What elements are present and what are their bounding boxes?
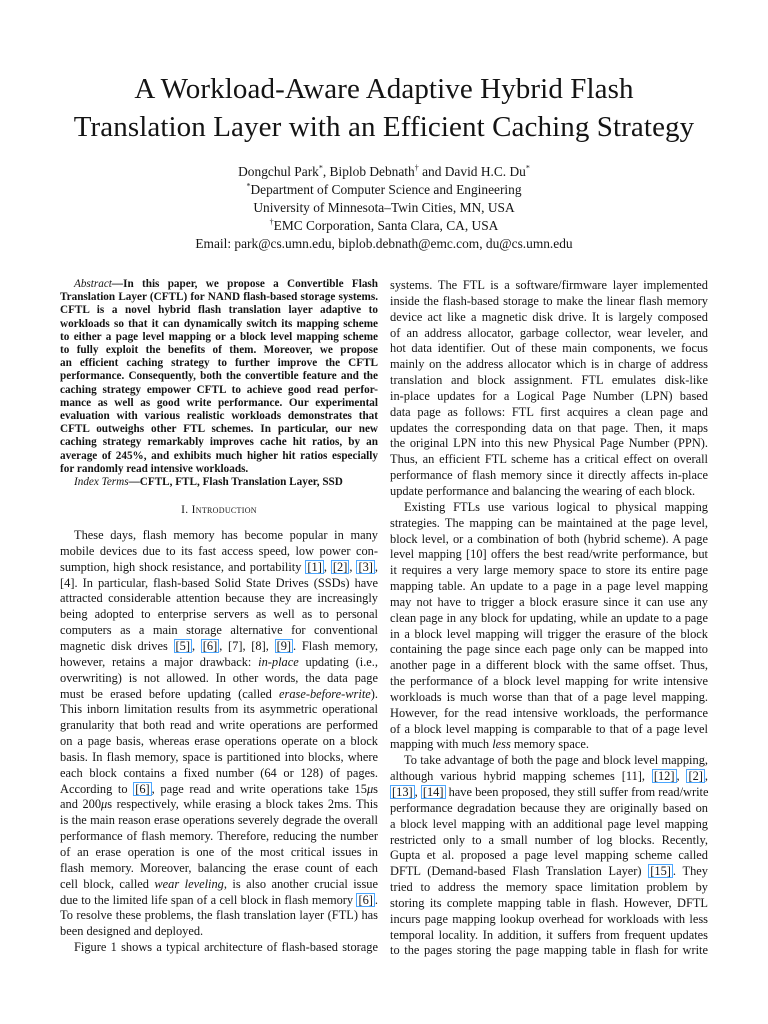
body-line: of an erase operation is one of the most critical issues in bbox=[60, 844, 378, 859]
body-text: , page read and write operations take 15 bbox=[151, 781, 367, 796]
body-line: [13] , [14] have been proposed, they still suffer from read/write bbox=[392, 785, 709, 799]
body-text: magnetic disk drives bbox=[60, 639, 174, 653]
right-column bbox=[390, 278, 708, 959]
body-text: mapping with much bbox=[390, 737, 493, 752]
body-text: although various hybrid mapping schemes [11], bbox=[390, 769, 652, 784]
body-line bbox=[390, 737, 708, 753]
body-line: performance of flash memory. Therefore, reducing the number bbox=[60, 829, 378, 844]
citation-link[interactable]: [12] bbox=[653, 769, 675, 784]
body-line: on a page basis, whereas erase operations operate on a block bbox=[60, 734, 378, 749]
body-line bbox=[60, 877, 378, 893]
body-line bbox=[60, 655, 378, 671]
citation-link[interactable]: [2] bbox=[688, 769, 703, 784]
affiliation-mark: * bbox=[318, 163, 323, 173]
body-line: Thus, an efficient FTL scheme has a critical effect on overall bbox=[390, 452, 708, 467]
body-text: , is also another crucial issue bbox=[223, 876, 378, 891]
index-terms bbox=[60, 476, 378, 489]
body-text: sumption, high shock resistance, and portability bbox=[60, 559, 306, 574]
abstract-line: workloads so that it can dynamically switch its mapping scheme bbox=[60, 317, 378, 330]
body-line: performance degradation because they are originally based on bbox=[390, 800, 708, 815]
body-line: overwriting) is not allowed. In other words, the data page bbox=[60, 670, 378, 685]
author-name: , Biplob Debnath bbox=[322, 164, 415, 179]
title-line-1: A Workload-Aware Adaptive Hybrid Flash bbox=[134, 73, 634, 105]
body-line: mainly on the address allocator which is in charge of address bbox=[390, 357, 708, 372]
body-text: . bbox=[374, 892, 378, 907]
body-text: due to the limited life span of a cell block in flash memory bbox=[60, 892, 357, 907]
body-line bbox=[60, 782, 378, 798]
body-line: translation and block assignment. FTL emulates disk-like bbox=[390, 373, 708, 388]
citation-link[interactable]: [5] bbox=[175, 639, 190, 653]
body-line: granularity that both read and write operations are performed bbox=[60, 718, 378, 733]
body-line: tried to address the memory space limitation problem by bbox=[390, 880, 708, 895]
abstract-line: performance. Consequently, both the convertible feature and the bbox=[60, 370, 378, 383]
body-line: in a block level mapping will trigger the erasure of the block bbox=[390, 626, 708, 641]
body-line: [4]. In particular, flash-based Solid State Drives (SSDs) have bbox=[60, 575, 378, 590]
body-line: each block contains a fixed number (64 or 128) of pages. bbox=[60, 765, 378, 780]
body-line bbox=[60, 687, 378, 703]
body-line: in-place updates for a Logical Page Number (LPN) based bbox=[390, 388, 708, 403]
abstract-line: to fully exploit the benefits of them. Moreover, we propose bbox=[60, 344, 378, 357]
body-line: computers as a main storage alternative for conventional bbox=[60, 623, 378, 638]
body-line: mapping table. An update to a page in a page level mapping bbox=[390, 579, 708, 594]
abstract-label bbox=[74, 278, 123, 290]
body-line: magnetic disk drives [5] , [6] , [7], [8], [9] . Flash memory, bbox=[60, 639, 378, 653]
intro-paragraph-2-cont bbox=[390, 278, 708, 500]
body-line: another page in a different block with the same offset. Thus, bbox=[390, 658, 708, 673]
citation-link[interactable]: [14] bbox=[422, 785, 444, 799]
index-terms-label: Index Terms bbox=[74, 476, 129, 489]
citation-link[interactable]: [13] bbox=[392, 785, 413, 799]
intro-paragraph-3 bbox=[390, 500, 708, 754]
body-line: systems. The FTL is a software/firmware layer implemented bbox=[390, 278, 708, 292]
emphasis-text: wear leveling bbox=[154, 876, 224, 891]
body-line: being adopted to enterprise servers as well as to personal bbox=[60, 607, 378, 622]
citation-link[interactable]: [6] bbox=[358, 892, 373, 907]
body-line: These days, flash memory has become popular in many bbox=[74, 528, 378, 543]
emphasis-text: less bbox=[492, 737, 511, 752]
section-heading-introduction bbox=[60, 503, 378, 519]
section-title: Introduction bbox=[191, 504, 257, 517]
affiliation-mark: * bbox=[246, 181, 251, 191]
abstract-line: caching strategy remarkably improves cache hit ratios, by an bbox=[60, 436, 378, 449]
abstract-line: average of 245%, and exhibits much higher hit ratios especially bbox=[60, 449, 378, 462]
body-line: update performance and balancing the wearing of each block. bbox=[390, 483, 696, 498]
body-line bbox=[390, 864, 708, 880]
affiliation-mark: † bbox=[269, 217, 274, 227]
body-line: storing its complete mapping table in flash. However, DFTL bbox=[390, 895, 708, 910]
body-line: been designed and deployed. bbox=[60, 924, 204, 939]
body-text: memory space. bbox=[510, 737, 589, 752]
abstract-line: CFTL is a novel hybrid flash translation layer adaptive to bbox=[60, 304, 378, 317]
citation-link[interactable]: [3] bbox=[358, 559, 373, 574]
author-name: and David H.C. Du bbox=[418, 164, 526, 179]
body-line: performance of flash memory since it directly affects in-place bbox=[390, 468, 708, 483]
mu-symbol: μ bbox=[366, 781, 374, 796]
citation-link[interactable]: [9] bbox=[276, 639, 292, 653]
mu-symbol: μ bbox=[101, 797, 108, 812]
index-terms-text: —CFTL, FTL, Flash Translation Layer, SSD bbox=[128, 476, 343, 489]
abstract-line: Translation Layer (CFTL) for NAND flash-based storage systems. bbox=[60, 291, 378, 304]
body-line: Gupta et al. proposed a page level mapping scheme called bbox=[390, 848, 708, 863]
emphasis-text: erase-before-write bbox=[279, 686, 371, 701]
citation-link[interactable]: [6] bbox=[135, 781, 150, 796]
affiliation-text: Department of Computer Science and Engineering bbox=[250, 182, 522, 197]
body-line: Figure 1 shows a typical architecture of flash-based storage bbox=[74, 940, 378, 955]
intro-paragraph-1 bbox=[60, 528, 378, 940]
body-line: hot data identifier. Out of these main components, we focus bbox=[390, 341, 708, 356]
body-line: incurs page mapping lookup overhead for workloads with less bbox=[390, 911, 708, 926]
affiliation-3 bbox=[0, 217, 768, 235]
citation-link[interactable]: [2] bbox=[332, 559, 348, 574]
body-line: workloads is much worse than that of a page level mapping. bbox=[390, 689, 708, 704]
affiliation-1 bbox=[0, 181, 768, 199]
body-text: s bbox=[373, 781, 378, 796]
body-line: is the main reason erase operations severely degrade the overall bbox=[60, 813, 378, 828]
abstract-line: to either a page level mapping or a block level mapping scheme bbox=[60, 330, 378, 343]
body-line: updates the corresponding data on that page. Then, it maps bbox=[390, 420, 708, 435]
body-line: mobile devices due to its fast access speed, low power con- bbox=[60, 543, 378, 558]
body-line: containing the page since each page only can be mapped into bbox=[390, 642, 708, 657]
body-line: data page as follows: FTL first acquires a clean page and bbox=[390, 404, 708, 419]
body-line: of an address allocator, garbage collector, wear leveler, and bbox=[390, 325, 708, 340]
body-line: clean page in any block for updating, while an update to a page bbox=[390, 610, 708, 625]
body-line: may not have to trigger a block erasure since it can use any bbox=[390, 594, 708, 609]
body-text: , [7], [8], bbox=[219, 639, 275, 653]
body-text: must be erased before updating (called bbox=[60, 686, 279, 701]
body-line: flash memory. Moreover, balancing the erase count of each bbox=[60, 860, 378, 875]
body-line: attracted considerable attention because they are increasingly bbox=[60, 591, 378, 606]
body-text: cell block, called bbox=[60, 876, 155, 891]
abstract-line: for randomly read intensive workloads. bbox=[60, 462, 249, 475]
body-line: To resolve these problems, the flash translation layer (FTL) has bbox=[60, 908, 378, 923]
body-line: This inborn limitation results from its asymmetric operational bbox=[60, 702, 378, 717]
body-text: have been proposed, they still suffer from read/write bbox=[445, 785, 709, 799]
body-line bbox=[60, 797, 378, 813]
body-text: ). bbox=[370, 686, 378, 701]
abstract-line: an efficient caching strategy to further improve the CFTL bbox=[60, 357, 378, 370]
body-line: device act like a magnetic disk drive. It is largely composed bbox=[390, 309, 708, 324]
affiliation-text: EMC Corporation, Santa Clara, CA, USA bbox=[273, 218, 499, 233]
body-line: inside the flash-based storage to make the linear flash memory bbox=[390, 293, 708, 308]
author-name: Dongchul Park bbox=[238, 164, 319, 179]
citation-link[interactable]: [15] bbox=[650, 864, 671, 879]
section-number: I. bbox=[181, 504, 189, 517]
body-line: the performance of a block level mapping for write intensive bbox=[390, 674, 708, 689]
citation-link[interactable]: [6] bbox=[202, 639, 218, 653]
body-line: To take advantage of both the page and block level mapping, bbox=[404, 753, 708, 768]
body-line: to the pages storing the page mapping table in flash for write bbox=[390, 943, 708, 958]
body-text: s respectively, while erasing a block takes 2ms. This bbox=[107, 797, 378, 812]
body-line: basis. In flash memory, space is partitioned into blocks, where bbox=[60, 749, 378, 764]
body-text: . They bbox=[672, 864, 708, 879]
author-block bbox=[0, 163, 768, 253]
citation-link[interactable]: [1] bbox=[307, 559, 322, 574]
body-text: and 200 bbox=[60, 797, 102, 812]
intro-paragraph-2 bbox=[60, 940, 378, 956]
body-line: sumption, high shock resistance, and portability [1] , [2] , [3] , bbox=[60, 559, 378, 574]
abstract-line: mance as well as good write performance. Our experimental bbox=[60, 396, 378, 409]
body-line: block level, or a combination of both (hybrid scheme). A page bbox=[390, 531, 708, 546]
body-text: . Flash memory, bbox=[293, 639, 378, 653]
intro-paragraph-4 bbox=[390, 753, 708, 959]
abstract-text: In this paper, we propose a Convertible Flash bbox=[123, 278, 378, 290]
abstract-line bbox=[60, 278, 378, 291]
paper-title bbox=[0, 70, 768, 146]
body-line: temporal locality. In addition, it suffers from frequent updates bbox=[390, 927, 708, 942]
body-line: level mapping [10] offers the best read/write performance, but bbox=[390, 547, 708, 562]
body-line: restricted only to a small number of log blocks. Recently, bbox=[390, 832, 708, 847]
body-text: According to bbox=[60, 781, 134, 796]
abstract-label-text: Abstract bbox=[74, 278, 112, 290]
affiliation-mark: † bbox=[414, 163, 419, 173]
abstract-line: evaluation with various realistic workloads demonstrates that bbox=[60, 410, 378, 423]
author-names bbox=[0, 163, 768, 181]
body-text: however, retains a major drawback: bbox=[60, 654, 259, 669]
body-line: strategies. The mapping can be maintained at the page level, bbox=[390, 515, 708, 530]
abstract bbox=[60, 278, 378, 489]
body-line: Existing FTLs use various logical to physical mapping bbox=[404, 499, 708, 514]
body-line: a block level mapping with an additional page level mapping bbox=[390, 816, 708, 831]
body-line: of a block level mapping is comparable to that of a page level bbox=[390, 721, 708, 736]
body-line: it requires a very large memory space to store its entire page bbox=[390, 563, 708, 578]
affiliation-mark: * bbox=[525, 163, 530, 173]
body-line bbox=[60, 893, 378, 909]
body-text: updating (i.e., bbox=[298, 654, 379, 669]
abstract-line: caching strategy empower CFTL to achieve good read perfor- bbox=[60, 383, 378, 396]
body-line: However, for the read intensive workloads, the performance bbox=[390, 705, 708, 720]
affiliation-2: University of Minnesota–Twin Cities, MN, USA bbox=[253, 200, 515, 215]
author-emails: Email: park@cs.umn.edu, biplob.debnath@emc.com, du@cs.umn.edu bbox=[195, 236, 573, 251]
body-line: the original LPN into this new Physical Page Number (PPN). bbox=[390, 436, 708, 451]
left-column bbox=[60, 278, 378, 956]
body-line: although various hybrid mapping schemes [11], [12] , [2] , bbox=[390, 769, 708, 784]
body-text: DFTL (Demand-based Flash Translation Layer) bbox=[390, 864, 649, 879]
abstract-dash: — bbox=[111, 278, 124, 290]
title-line-2: Translation Layer with an Efficient Caching Strategy bbox=[73, 111, 695, 143]
abstract-line: CFTL outweighs other FTL schemes. In particular, our new bbox=[60, 423, 378, 436]
emphasis-text: in-place bbox=[258, 654, 299, 669]
